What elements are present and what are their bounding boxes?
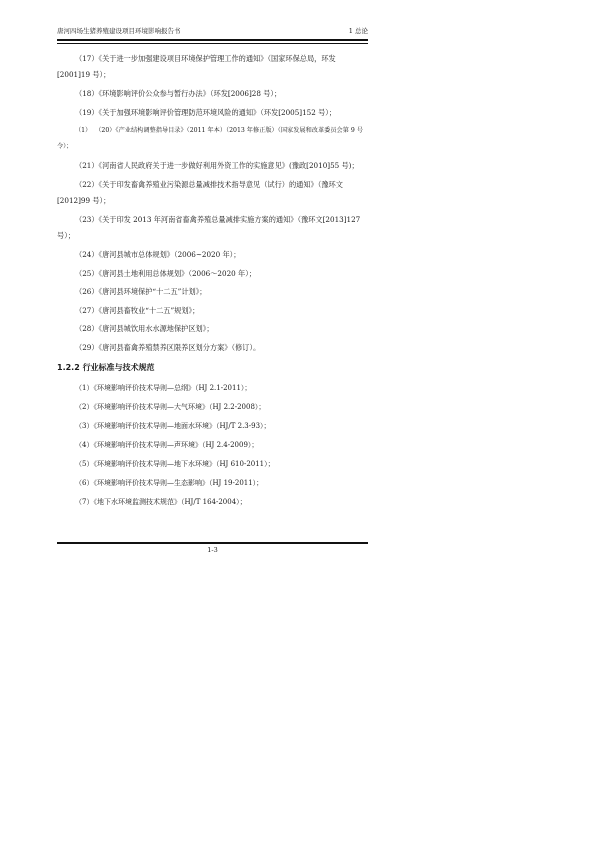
section-heading: 1.2.2 行业标准与技术规范 [57,362,155,372]
header-rule-thin [57,43,368,44]
regulation-item-22: （22）《关于印发畜禽养殖业污染源总量减排技术指导意见（试行）的通知》（豫环文[2012]99 号）； [57,180,343,205]
page-header [57,26,368,38]
standard-item-5: （5）《环境影响评价技术导则—地下水环境》（HJ 610-2011）； [75,459,275,468]
header-rule-thick [57,39,368,41]
regulation-item-21: （21）《河南省人民政府关于进一步做好利用外资工作的实施意见》(豫政[2010]55 号)； [75,161,359,170]
regulation-item-20: （1） （20）《产业结构调整指导目录》（2011 年本）（2013 年修正版）（国家发展和改革委员会第 9 号令）； [57,127,363,150]
regulation-item-25: （25）《唐河县土地利用总体规划》（2006～2020 年）； [75,268,256,278]
standard-item-2: （2）《环境影响评价技术导则—大气环境》（HJ 2.2-2008）； [75,402,266,411]
footer-rule [57,542,368,544]
regulation-item-17: （17）《关于进一步加强建设项目环境保护管理工作的通知》（国家环保总局，环发[2001]19 号）； [57,54,336,79]
standard-item-7: （7）《地下水环境监测技术规范》（HJ/T 164-2004）； [75,497,247,506]
page-number: 1-3 [207,546,218,554]
standard-item-6: （6）《环境影响评价技术导则—生态影响》（HJ 19-2011）； [75,478,264,487]
regulation-item-24: （24）《唐河县城市总体规划》（2006~2020 年）； [75,250,241,259]
regulation-item-23: （23）《关于印发 2013 年河南省畜禽养殖总量减排实施方案的通知》（豫环文[2013]127 号）； [57,215,363,240]
regulation-item-27: （27）《唐河县畜牧业“十二五”规划》； [75,305,200,315]
regulation-item-29: （29）《唐河县畜禽养殖禁养区限养区划分方案》（修订）。 [75,342,261,352]
regulation-item-28: （28）《唐河县城饮用水水源地保护区划》； [75,324,214,333]
page-body [57,51,368,513]
header-document-title: 唐河四场生猪养殖建设项目环境影响报告书 [57,27,181,35]
standard-item-1: （1）《环境影响评价技术导则—总纲》（HJ 2.1-2011）； [75,383,252,392]
standard-item-4: （4）《环境影响评价技术导则—声环境》（HJ 2.4-2009）； [75,440,259,449]
header-chapter-title: 1 总论 [348,27,368,35]
regulation-item-26: （26）《唐河县环境保护“十二五”计划》； [75,287,207,296]
regulation-item-19: （19）《关于加强环境影响评价管理防范环境风险的通知》（环发[2005]152 号）； [75,107,337,117]
standard-item-3: （3）《环境影响评价技术导则—地面水环境》（HJ/T 2.3-93）； [75,421,271,430]
regulation-item-18: （18）《环境影响评价公众参与暂行办法》（环发[2006]28 号）； [75,89,282,98]
